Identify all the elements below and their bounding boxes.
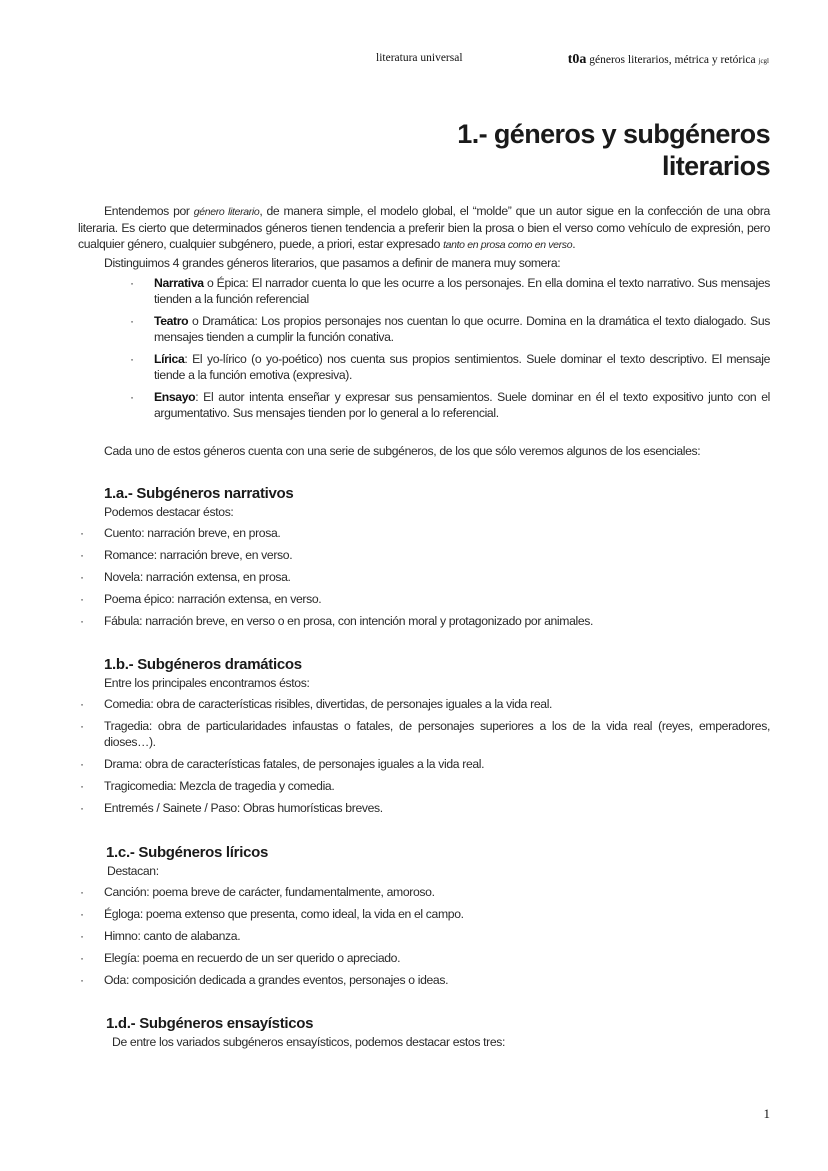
intro-paragraph	[78, 203, 770, 253]
running-header	[0, 52, 828, 68]
genre-name: Narrativa	[154, 276, 204, 290]
section-dramatic	[104, 656, 770, 822]
list-item: · Elegía: poema en recuerdo de un ser querido o apreciado.	[104, 950, 772, 966]
intro-term: género literario	[193, 206, 260, 218]
intro-emphasis: tanto en prosa como en verso	[443, 239, 573, 251]
page-title-line-1: 1.- géneros y subgéneros	[457, 119, 770, 149]
intro-text-c: .	[572, 237, 576, 251]
section-heading: 1.d.- Subgéneros ensayísticos	[106, 1015, 314, 1032]
genre-description: : El yo-lírico (o yo-poético) nos cuenta sus propios sentimientos. Suele dominar el texto descriptivo. El mensaje tiende a la función emotiva (expresiva).	[154, 352, 770, 382]
intro-text-b: , de manera simple, el modelo global, el “molde” que un autor sigue en la confección de una obra literaria. Es cierto que determinados géneros tienen tendencia a preferir bien la prosa o bien el verso como vehículo de expresión, pero cualquier género, cualquier subgénero, puede, a priori, estar expresado	[78, 204, 770, 251]
list-item: · Romance: narración breve, en verso.	[104, 547, 770, 563]
genres-intro: Distinguimos 4 grandes géneros literarios, que pasamos a definir de manera muy somera:	[104, 256, 561, 270]
section-lead: Destacan:	[107, 864, 159, 878]
genre-item	[154, 275, 770, 307]
section-heading: 1.b.- Subgéneros dramáticos	[104, 656, 302, 673]
intro-body	[78, 203, 770, 459]
section-heading: 1.a.- Subgéneros narrativos	[104, 485, 294, 502]
page-title	[457, 118, 770, 182]
list-item: · Égloga: poema extenso que presenta, como ideal, la vida en el campo.	[104, 906, 772, 922]
header-topic-block	[568, 52, 769, 68]
list-item: · Cuento: narración breve, en prosa.	[104, 525, 770, 541]
genre-description: o Épica: El narrador cuenta lo que les ocurre a los personajes. En ella domina el texto narrativo. Sus mensajes tienden a la función referencial	[154, 276, 770, 306]
section-lead: Podemos destacar éstos:	[104, 505, 234, 519]
page-number: 1	[763, 1106, 770, 1121]
subgenres-intro: Cada uno de estos géneros cuenta con una serie de subgéneros, de los que sólo veremos algunos de los esenciales:	[104, 444, 701, 458]
section-heading: 1.c.- Subgéneros líricos	[106, 844, 269, 861]
subgenre-list	[80, 884, 772, 988]
subgenre-list	[80, 525, 770, 629]
genre-item	[154, 351, 770, 383]
section-essay	[106, 1015, 772, 1050]
subgenre-list	[80, 696, 770, 816]
header-code: t0a	[567, 52, 587, 67]
list-item: · Oda: composición dedicada a grandes eventos, personajes o ideas.	[104, 972, 772, 988]
intro-text-a: Entendemos por	[104, 204, 194, 218]
list-item: · Tragicomedia: Mezcla de tragedia y comedia.	[104, 778, 770, 794]
genre-list	[78, 275, 770, 421]
list-item: · Entremés / Sainete / Paso: Obras humorísticas breves.	[104, 800, 770, 816]
header-topic: géneros literarios, métrica y retórica	[589, 54, 756, 66]
section-lead: De entre los variados subgéneros ensayísticos, podemos destacar estos tres:	[112, 1035, 506, 1049]
genre-name: Ensayo	[154, 390, 196, 404]
list-item: · Tragedia: obra de particularidades infaustas o fatales, de personajes superiores a los de la vida real (reyes, emperadores, dioses…).	[104, 718, 770, 750]
header-initials: jcgl	[758, 57, 769, 65]
genre-description: : El autor intenta enseñar y expresar sus pensamientos. Suele dominar en él el texto expositivo junto con el argumentativo. Sus mensajes tienden por lo general a lo referencial.	[154, 390, 770, 420]
list-item: · Fábula: narración breve, en verso o en prosa, con intención moral y protagonizado por animales.	[104, 613, 770, 629]
genre-name: Lírica	[154, 352, 185, 366]
list-item: · Himno: canto de alabanza.	[104, 928, 772, 944]
section-lyric	[106, 844, 772, 994]
list-item: · Drama: obra de características fatales, de personajes iguales a la vida real.	[104, 756, 770, 772]
header-course: literatura universal	[376, 52, 463, 64]
section-lead: Entre los principales encontramos éstos:	[104, 676, 310, 690]
genre-item	[154, 313, 770, 345]
genre-item	[154, 389, 770, 421]
page-title-line-2: literarios	[661, 151, 770, 181]
list-item: · Novela: narración extensa, en prosa.	[104, 569, 770, 585]
genre-description: o Dramática: Los propios personajes nos cuentan lo que ocurre. Domina en la dramática el texto dialogado. Sus mensajes tienden a cumplir la función conativa.	[154, 314, 770, 344]
section-narrative	[104, 485, 770, 635]
list-item: · Canción: poema breve de carácter, fundamentalmente, amoroso.	[104, 884, 772, 900]
list-item: · Comedia: obra de características risibles, divertidas, de personajes iguales a la vida real.	[104, 696, 770, 712]
genre-name: Teatro	[154, 314, 189, 328]
list-item: · Poema épico: narración extensa, en verso.	[104, 591, 770, 607]
